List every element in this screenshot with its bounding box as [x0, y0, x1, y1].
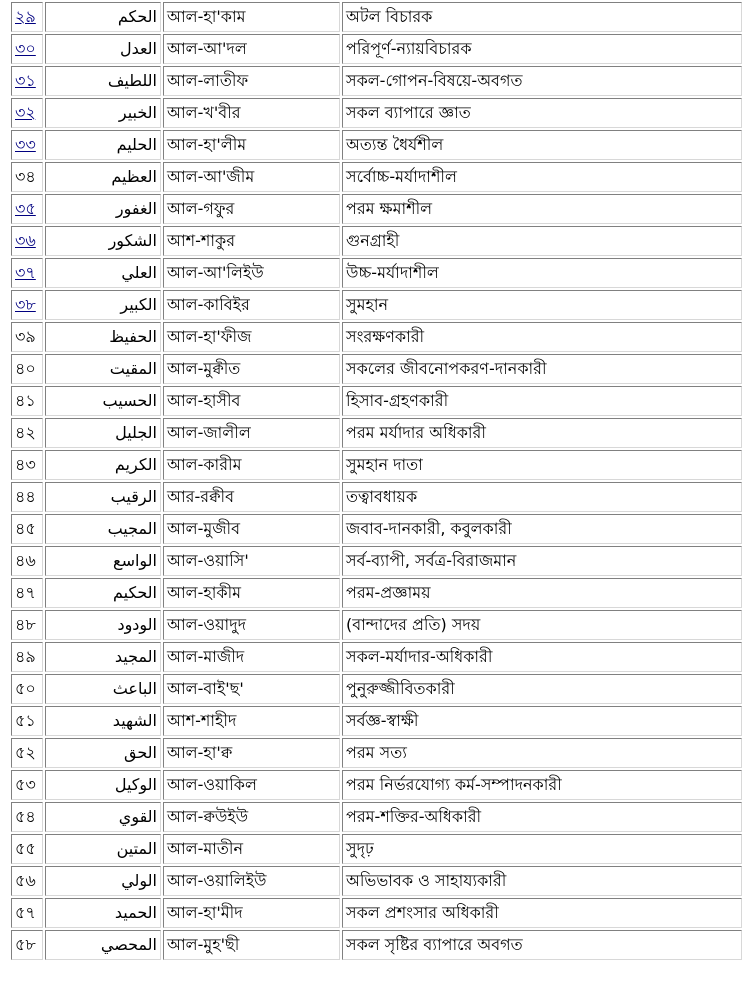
table-row: [11, 482, 742, 512]
meaning-cell: সকল-মর্যাদার-অধিকারী: [342, 642, 742, 672]
meaning-cell: সুমহান: [342, 290, 742, 320]
row-number-link[interactable]: ৩০: [15, 39, 36, 58]
bengali-name-cell: আল-জালীল: [163, 418, 340, 448]
row-number-cell: [11, 226, 43, 256]
row-number: ৫৪: [15, 807, 36, 826]
row-number: ৩৯: [15, 327, 36, 346]
row-number: ৫৮: [15, 935, 36, 954]
bengali-name-cell: আল-মুহ'ছী: [163, 930, 340, 960]
arabic-name-cell: الحفيظ: [45, 322, 161, 352]
row-number: ৫১: [15, 711, 36, 730]
meaning-cell: পরম সত্য: [342, 738, 742, 768]
row-number-link[interactable]: ৩২: [15, 103, 36, 122]
bengali-name-cell: আল-মাতীন: [163, 834, 340, 864]
arabic-name-cell: الجليل: [45, 418, 161, 448]
names-table: [9, 0, 744, 962]
meaning-cell: সুদৃঢ়: [342, 834, 742, 864]
row-number: ৫৭: [15, 903, 36, 922]
row-number: ৪৬: [15, 551, 36, 570]
arabic-name-cell: الحميد: [45, 898, 161, 928]
row-number: ৪৫: [15, 519, 36, 538]
row-number-cell: [11, 642, 43, 672]
meaning-cell: সর্ব-ব্যাপী, সর্বত্র-বিরাজমান: [342, 546, 742, 576]
row-number-cell: [11, 546, 43, 576]
arabic-name-cell: اللطيف: [45, 66, 161, 96]
table-row: [11, 98, 742, 128]
row-number: ৪৩: [15, 455, 36, 474]
meaning-cell: সর্বজ্ঞ-স্বাক্ষী: [342, 706, 742, 736]
row-number: ৫৩: [15, 775, 36, 794]
bengali-name-cell: আল-বাই'ছ': [163, 674, 340, 704]
bengali-name-cell: আল-হা'কাম: [163, 2, 340, 32]
row-number: ৪৭: [15, 583, 36, 602]
meaning-cell: অটল বিচারক: [342, 2, 742, 32]
row-number-link[interactable]: ৩৩: [15, 135, 36, 154]
row-number: ৫০: [15, 679, 36, 698]
bengali-name-cell: আল-খ'বীর: [163, 98, 340, 128]
bengali-name-cell: আল-হাসীব: [163, 386, 340, 416]
table-row: [11, 514, 742, 544]
table-row: [11, 258, 742, 288]
meaning-cell: (বান্দাদের প্রতি) সদয়: [342, 610, 742, 640]
bengali-name-cell: আল-হাকীম: [163, 578, 340, 608]
names-table-body: [11, 2, 742, 960]
table-row: [11, 354, 742, 384]
row-number-cell: [11, 898, 43, 928]
meaning-cell: পরিপূর্ণ-ন্যায়বিচারক: [342, 34, 742, 64]
row-number-link[interactable]: ৩৭: [15, 263, 36, 282]
bengali-name-cell: আল-আ'লিইউ: [163, 258, 340, 288]
row-number-cell: [11, 34, 43, 64]
bengali-name-cell: আল-লাতীফ: [163, 66, 340, 96]
row-number-cell: [11, 578, 43, 608]
table-row: [11, 674, 742, 704]
meaning-cell: জবাব-দানকারী, কবুলকারী: [342, 514, 742, 544]
meaning-cell: পরম ক্ষমাশীল: [342, 194, 742, 224]
bengali-name-cell: আর-রক্বীব: [163, 482, 340, 512]
table-row: [11, 930, 742, 960]
table-row: [11, 2, 742, 32]
arabic-name-cell: الشهيد: [45, 706, 161, 736]
row-number-cell: [11, 866, 43, 896]
arabic-name-cell: الخبير: [45, 98, 161, 128]
table-row: [11, 546, 742, 576]
arabic-name-cell: الشكور: [45, 226, 161, 256]
table-row: [11, 738, 742, 768]
row-number: ৫২: [15, 743, 36, 762]
bengali-name-cell: আল-আ'দল: [163, 34, 340, 64]
row-number-cell: [11, 930, 43, 960]
arabic-name-cell: الحكيم: [45, 578, 161, 608]
arabic-name-cell: الحكم: [45, 2, 161, 32]
row-number-cell: [11, 418, 43, 448]
meaning-cell: হিসাব-গ্রহণকারী: [342, 386, 742, 416]
meaning-cell: অভিভাবক ও সাহায্যকারী: [342, 866, 742, 896]
table-row: [11, 226, 742, 256]
table-row: [11, 322, 742, 352]
arabic-name-cell: الغفور: [45, 194, 161, 224]
row-number-cell: [11, 162, 43, 192]
table-row: [11, 418, 742, 448]
bengali-name-cell: আল-হা'মীদ: [163, 898, 340, 928]
row-number-cell: [11, 706, 43, 736]
meaning-cell: সকল প্রশংসার অধিকারী: [342, 898, 742, 928]
row-number: ৪৯: [15, 647, 36, 666]
row-number-cell: [11, 354, 43, 384]
meaning-cell: সকল-গোপন-বিষয়ে-অবগত: [342, 66, 742, 96]
arabic-name-cell: العظيم: [45, 162, 161, 192]
table-row: [11, 130, 742, 160]
row-number: ৪১: [15, 391, 36, 410]
bengali-name-cell: আল-হা'লীম: [163, 130, 340, 160]
row-number-cell: [11, 674, 43, 704]
meaning-cell: গুনগ্রাহী: [342, 226, 742, 256]
arabic-name-cell: المتين: [45, 834, 161, 864]
row-number: ৪২: [15, 423, 36, 442]
arabic-name-cell: العدل: [45, 34, 161, 64]
row-number-cell: [11, 98, 43, 128]
row-number-cell: [11, 386, 43, 416]
bengali-name-cell: আল-কাবিইর: [163, 290, 340, 320]
meaning-cell: পরম-প্রজ্ঞাময়: [342, 578, 742, 608]
table-row: [11, 834, 742, 864]
row-number: ৪৮: [15, 615, 36, 634]
meaning-cell: উচ্চ-মর্যাদাশীল: [342, 258, 742, 288]
row-number: ৪৪: [15, 487, 36, 506]
meaning-cell: পরম মর্যাদার অধিকারী: [342, 418, 742, 448]
row-number-link[interactable]: ২৯: [15, 7, 36, 26]
row-number: ৫৬: [15, 871, 36, 890]
row-number-cell: [11, 482, 43, 512]
bengali-name-cell: আল-মাজীদ: [163, 642, 340, 672]
arabic-name-cell: الكبير: [45, 290, 161, 320]
table-row: [11, 610, 742, 640]
bengali-name-cell: আশ-শাহীদ: [163, 706, 340, 736]
table-row: [11, 162, 742, 192]
arabic-name-cell: العلي: [45, 258, 161, 288]
bengali-name-cell: আল-গফুর: [163, 194, 340, 224]
meaning-cell: পুনুরুজ্জীবিতকারী: [342, 674, 742, 704]
meaning-cell: তত্বাবধায়ক: [342, 482, 742, 512]
bengali-name-cell: আল-মুক্বীত: [163, 354, 340, 384]
table-row: [11, 866, 742, 896]
row-number-link[interactable]: ৩৫: [15, 199, 36, 218]
row-number: ৩৪: [15, 167, 36, 186]
row-number-cell: [11, 130, 43, 160]
bengali-name-cell: আল-ক্বউইউ: [163, 802, 340, 832]
meaning-cell: সকলের জীবনোপকরণ-দানকারী: [342, 354, 742, 384]
row-number-cell: [11, 258, 43, 288]
meaning-cell: সকল ব্যাপারে জ্ঞাত: [342, 98, 742, 128]
row-number-cell: [11, 450, 43, 480]
meaning-cell: সকল সৃষ্টির ব্যাপারে অবগত: [342, 930, 742, 960]
table-row: [11, 290, 742, 320]
arabic-name-cell: الودود: [45, 610, 161, 640]
table-row: [11, 706, 742, 736]
row-number-link[interactable]: ৩৬: [15, 231, 36, 250]
arabic-name-cell: الحسيب: [45, 386, 161, 416]
meaning-cell: সুমহান দাতা: [342, 450, 742, 480]
row-number-cell: [11, 322, 43, 352]
row-number: ৪০: [15, 359, 36, 378]
row-number: ৫৫: [15, 839, 36, 858]
meaning-cell: সংরক্ষণকারী: [342, 322, 742, 352]
arabic-name-cell: القوي: [45, 802, 161, 832]
meaning-cell: সর্বোচ্চ-মর্যাদাশীল: [342, 162, 742, 192]
table-row: [11, 450, 742, 480]
row-number-cell: [11, 610, 43, 640]
table-row: [11, 194, 742, 224]
arabic-name-cell: الوكيل: [45, 770, 161, 800]
bengali-name-cell: আল-কারীম: [163, 450, 340, 480]
table-row: [11, 386, 742, 416]
row-number-cell: [11, 194, 43, 224]
arabic-name-cell: الحليم: [45, 130, 161, 160]
bengali-name-cell: আল-ওয়ালিইউ: [163, 866, 340, 896]
row-number-link[interactable]: ৩১: [15, 71, 36, 90]
arabic-name-cell: الباعث: [45, 674, 161, 704]
table-row: [11, 802, 742, 832]
table-row: [11, 898, 742, 928]
arabic-name-cell: الكريم: [45, 450, 161, 480]
arabic-name-cell: الرقيب: [45, 482, 161, 512]
bengali-name-cell: আল-ওয়াসি': [163, 546, 340, 576]
arabic-name-cell: الولي: [45, 866, 161, 896]
row-number-cell: [11, 514, 43, 544]
row-number-cell: [11, 802, 43, 832]
bengali-name-cell: আশ-শাকুর: [163, 226, 340, 256]
bengali-name-cell: আল-হা'ফীজ: [163, 322, 340, 352]
arabic-name-cell: المجيد: [45, 642, 161, 672]
arabic-name-cell: المجيب: [45, 514, 161, 544]
table-row: [11, 34, 742, 64]
table-row: [11, 578, 742, 608]
meaning-cell: পরম নির্ভরযোগ্য কর্ম-সম্পাদনকারী: [342, 770, 742, 800]
bengali-name-cell: আল-ওয়াদুদ: [163, 610, 340, 640]
table-row: [11, 66, 742, 96]
row-number-cell: [11, 834, 43, 864]
meaning-cell: পরম-শক্তির-অধিকারী: [342, 802, 742, 832]
arabic-name-cell: المحصي: [45, 930, 161, 960]
bengali-name-cell: আল-হা'ক্ব: [163, 738, 340, 768]
bengali-name-cell: আল-ওয়াকিল: [163, 770, 340, 800]
arabic-name-cell: المقيت: [45, 354, 161, 384]
row-number-cell: [11, 770, 43, 800]
row-number-cell: [11, 2, 43, 32]
table-row: [11, 642, 742, 672]
row-number-cell: [11, 290, 43, 320]
bengali-name-cell: আল-মুজীব: [163, 514, 340, 544]
meaning-cell: অত্যন্ত ধৈর্যশীল: [342, 130, 742, 160]
arabic-name-cell: الحق: [45, 738, 161, 768]
bengali-name-cell: আল-আ'জীম: [163, 162, 340, 192]
row-number-cell: [11, 738, 43, 768]
row-number-link[interactable]: ৩৮: [15, 295, 36, 314]
arabic-name-cell: الواسع: [45, 546, 161, 576]
row-number-cell: [11, 66, 43, 96]
table-row: [11, 770, 742, 800]
